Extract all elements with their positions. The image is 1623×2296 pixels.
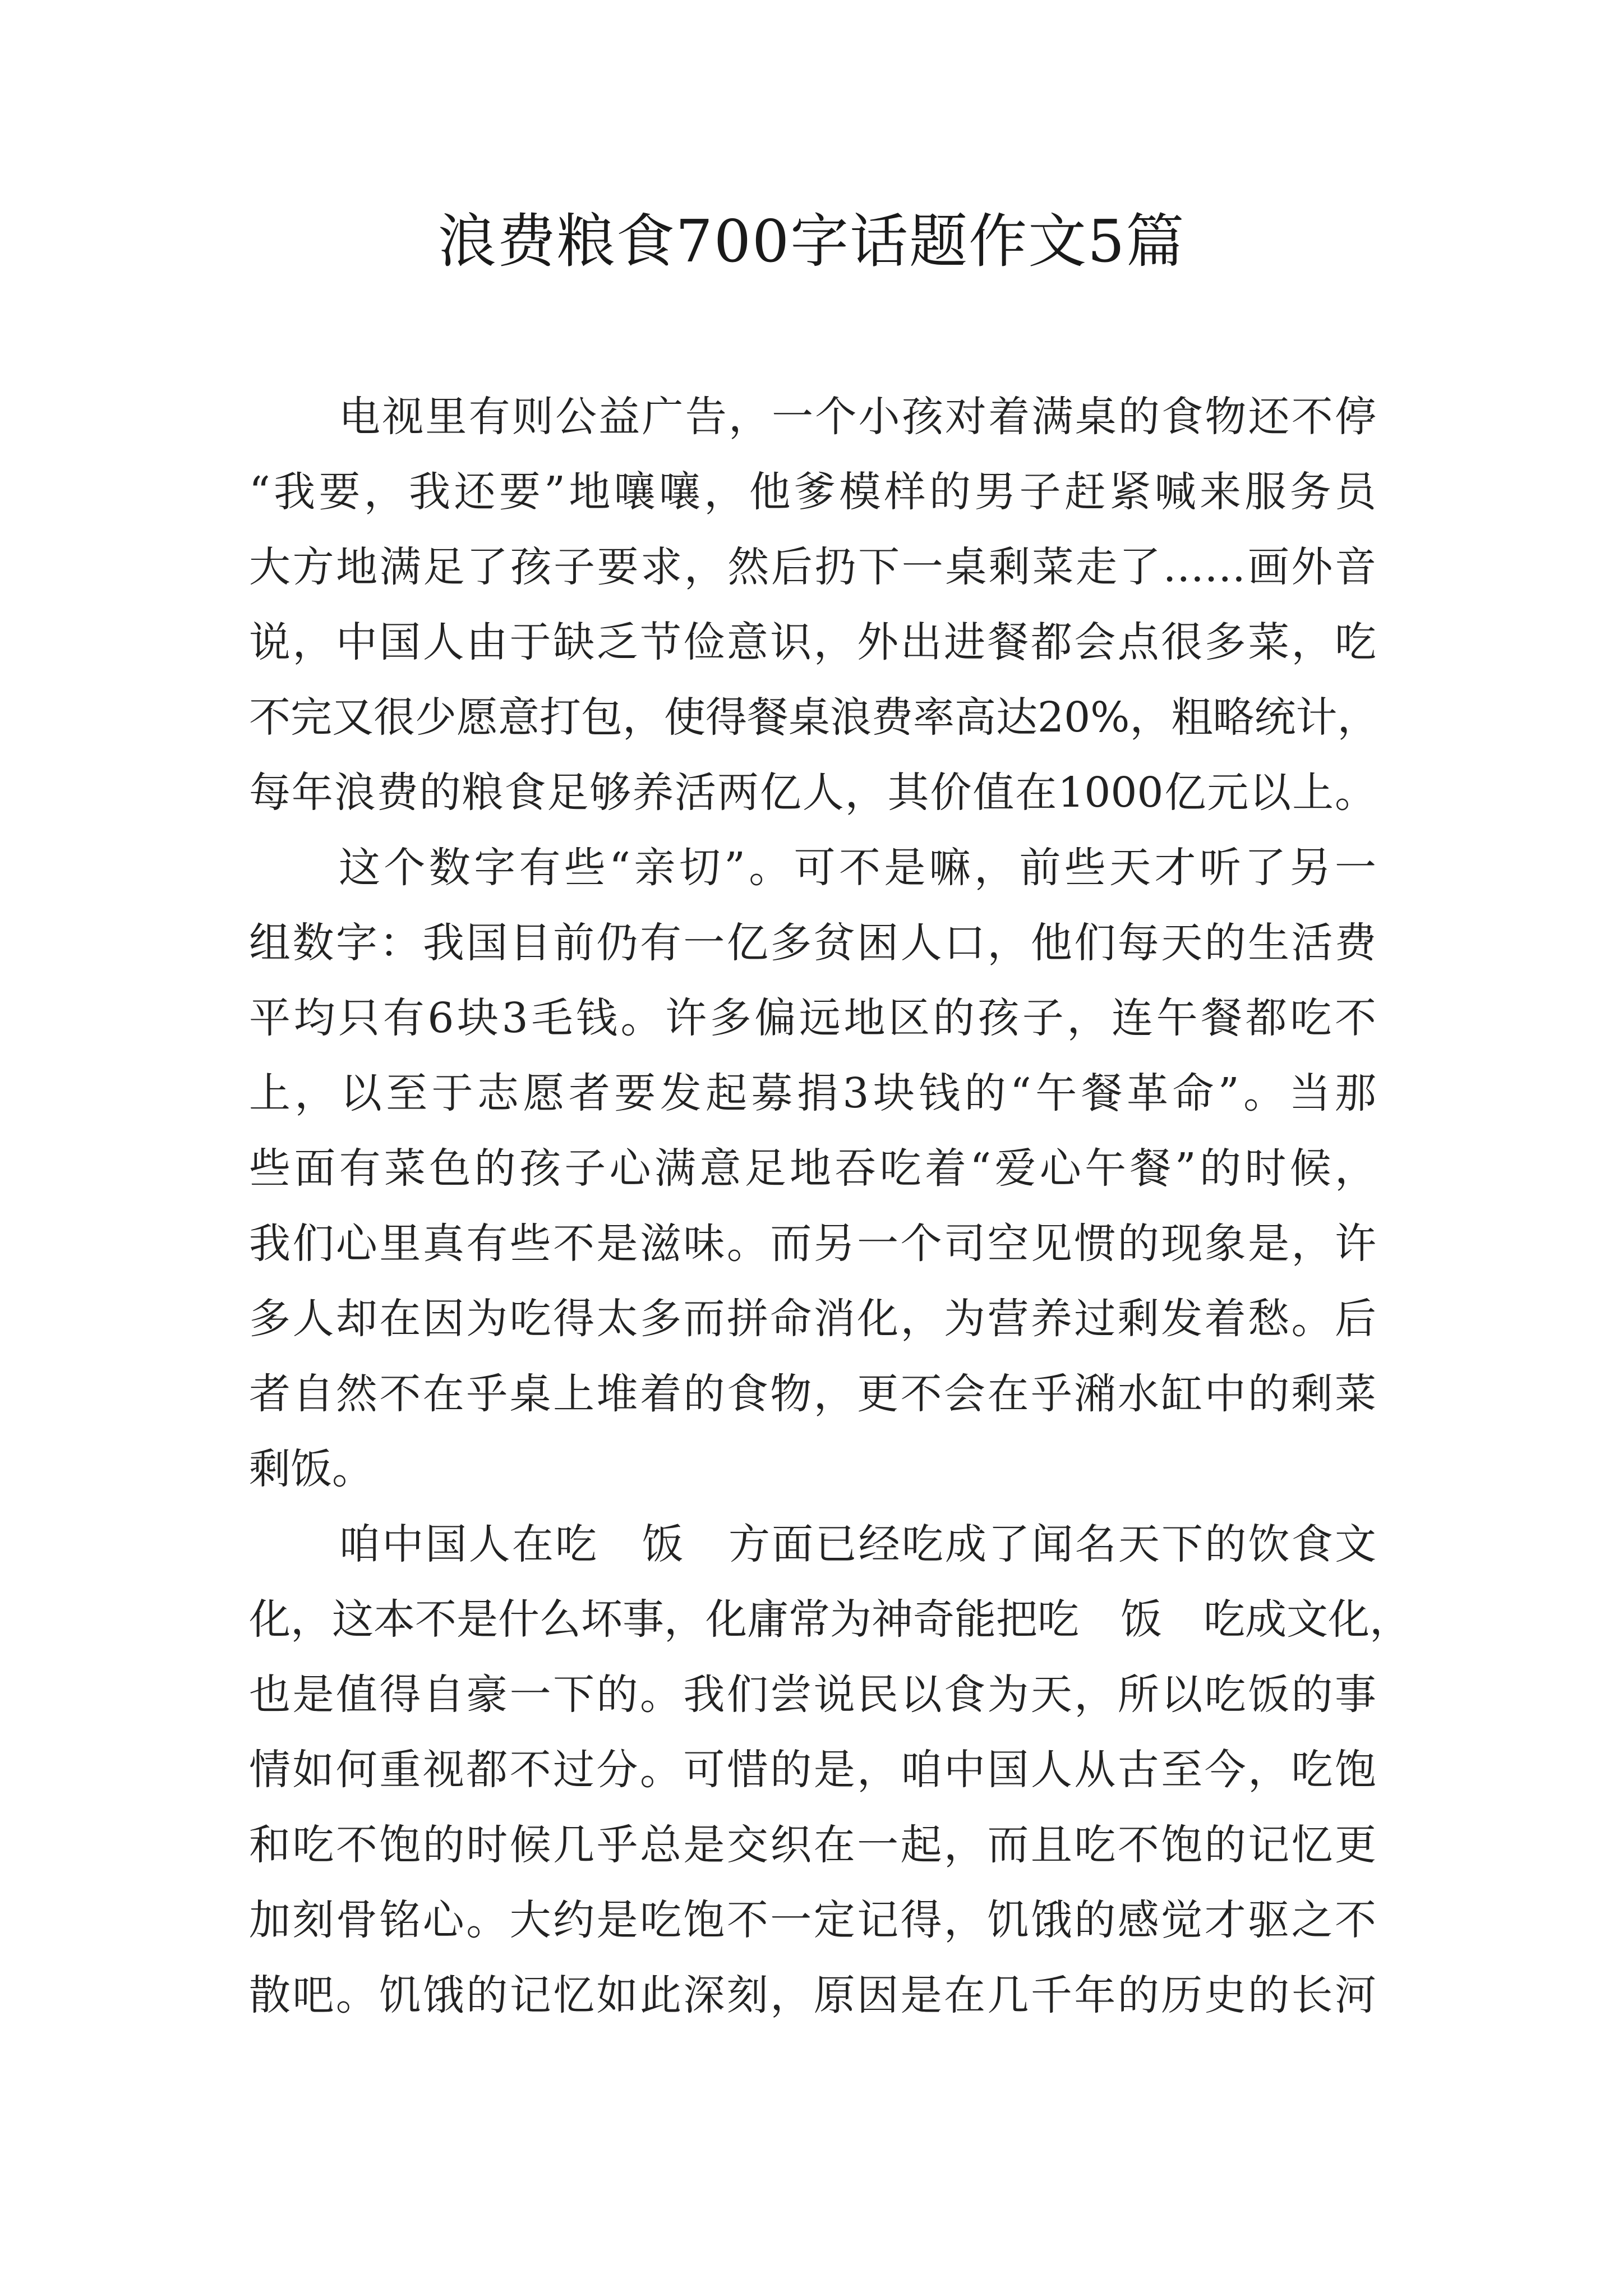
body-line: 加刻骨铭心。大约是吃饱不一定记得，饥饿的感觉才驱之不 (249, 1896, 1376, 1944)
body-line: 电视里有则公益广告，一个小孩对着满桌的食物还不停 (339, 393, 1376, 441)
body-line: “我要，我还要”地嚷嚷，他爹模样的男子赶紧喊来服务员 (249, 468, 1376, 516)
body-line: 平均只有6块3毛钱。许多偏远地区的孩子，连午餐都吃不 (249, 994, 1376, 1042)
body-line: 这个数字有些“亲切”。可不是嘛，前些天才听了另一 (339, 844, 1376, 892)
body-line: 也是值得自豪一下的。我们尝说民以食为天，所以吃饭的事 (249, 1671, 1376, 1719)
body-line: 情如何重视都不过分。可惜的是，咱中国人从古至今，吃饱 (249, 1746, 1376, 1794)
body-line: 和吃不饱的时候几乎总是交织在一起，而且吃不饱的记忆更 (249, 1821, 1376, 1869)
body-line: 化，这本不是什么坏事，化庸常为神奇能把吃 饭 吃成文化， (249, 1595, 1411, 1644)
document-body (249, 379, 1411, 2033)
body-line: 多人却在因为吃得太多而拼命消化，为营养过剩发着愁。后 (249, 1295, 1376, 1343)
document-title: 浪费粮食700字话题作文5篇 (437, 207, 1186, 275)
body-line: 者自然不在乎桌上堆着的食物，更不会在乎潲水缸中的剩菜 (249, 1370, 1376, 1418)
body-line: 组数字：我国目前仍有一亿多贫困人口，他们每天的生活费 (249, 919, 1376, 967)
body-line: 咱中国人在吃 饭 方面已经吃成了闻名天下的饮食文 (339, 1520, 1376, 1568)
body-line: 些面有菜色的孩子心满意足地吞吃着“爱心午餐”的时候， (249, 1144, 1376, 1193)
body-line: 散吧。饥饿的记忆如此深刻，原因是在几千年的历史的长河 (249, 1971, 1376, 2019)
body-line: 不完又很少愿意打包，使得餐桌浪费率高达20%，粗略统计， (249, 693, 1379, 742)
body-line: 上，以至于志愿者要发起募捐3块钱的“午餐革命”。当那 (249, 1069, 1376, 1117)
body-line: 剩饭。 (249, 1445, 374, 1493)
body-line: 大方地满足了孩子要求，然后扔下一桌剩菜走了……画外音 (249, 543, 1376, 591)
body-line: 我们心里真有些不是滋味。而另一个司空见惯的现象是，许 (249, 1220, 1376, 1268)
body-line: 每年浪费的粮食足够养活两亿人，其价值在1000亿元以上。 (249, 769, 1376, 817)
body-line: 说，中国人由于缺乏节俭意识，外出进餐都会点很多菜，吃 (249, 618, 1376, 666)
